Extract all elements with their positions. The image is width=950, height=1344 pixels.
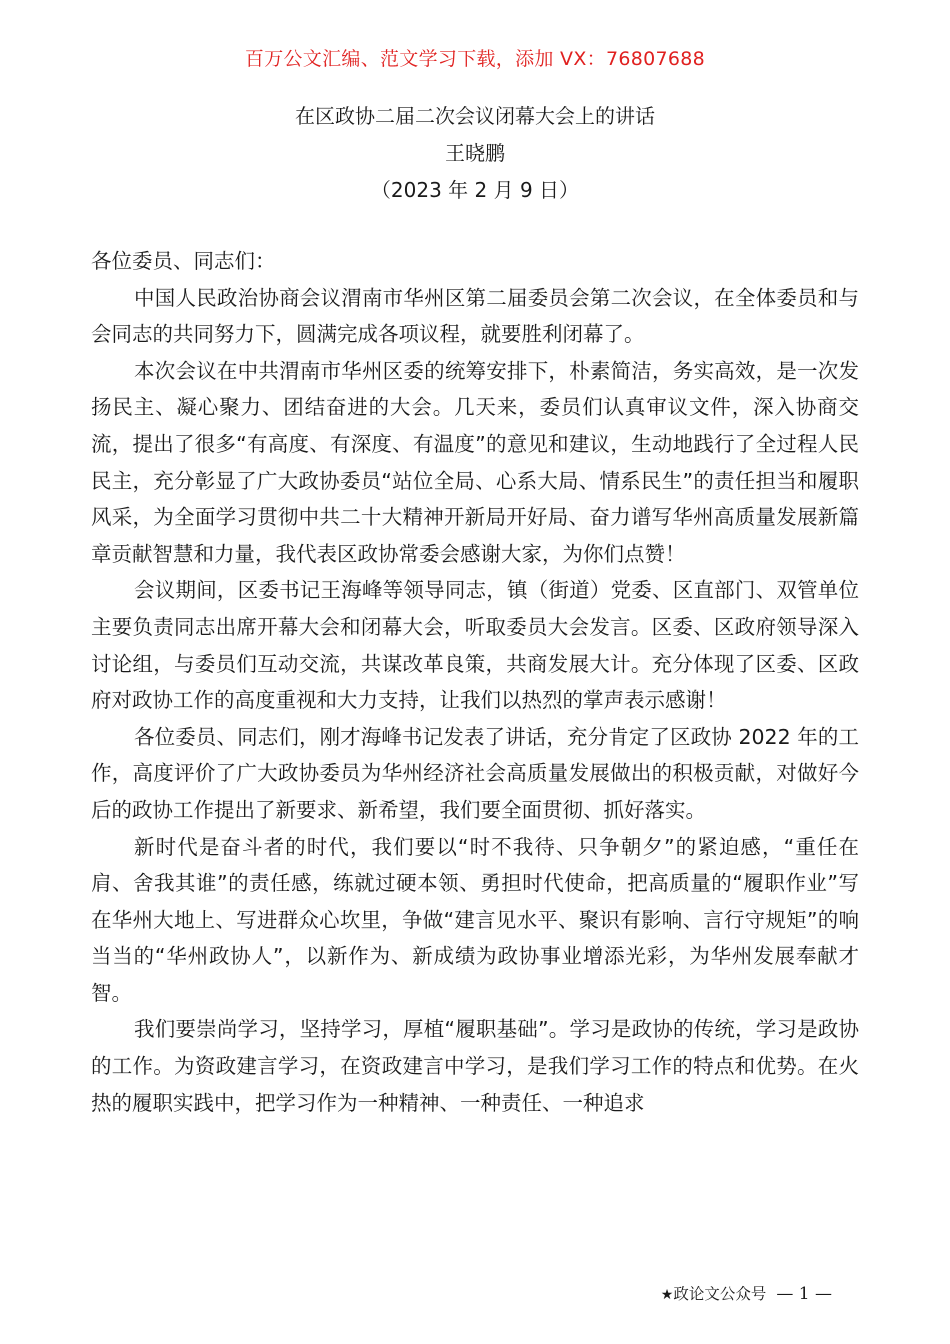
paragraph: 各位委员、同志们，刚才海峰书记发表了讲话，充分肯定了区政协 2022 年的工作，高度评价了广大政协委员为华州经济社会高质量发展做出的积极贡献，对做好今后的政协工作提出了新要求、新希望，我们要全面贯彻、抓好落实。: [91, 724, 859, 822]
body-text: [91, 243, 859, 1121]
paragraph: 会议期间，区委书记王海峰等领导同志，镇（街道）党委、区直部门、双管单位主要负责同志出席开幕大会和闭幕大会，听取委员大会发言。区委、区政府领导深入讨论组，与委员们互动交流，共谋改革良策，共商发展大计。充分体现了区委、区政府对政协工作的高度重视和大力支持，让我们以热烈的掌声表示感谢！: [91, 578, 859, 713]
document-title: 在区政协二届二次会议闭幕大会上的讲话: [295, 104, 655, 128]
author-name: 王晓鹏: [445, 141, 505, 165]
promo-banner: 百万公文汇编、范文学习下载，添加 VX：76807688: [244, 48, 706, 70]
paragraph: 我们要崇尚学习，坚持学习，厚植“履职基础”。学习是政协的传统，学习是政协的工作。为资政建言学习，在资政建言中学习，是我们学习工作的特点和优势。在火热的履职实践中，把学习作为一种精神、一种责任、一种追求: [91, 1017, 859, 1115]
paragraph: 中国人民政治协商会议渭南市华州区第二届委员会第二次会议，在全体委员和与会同志的共同努力下，圆满完成各项议程，就要胜利闭幕了。: [91, 285, 859, 347]
title-block: [0, 98, 950, 209]
page-number: — 1 —: [776, 1284, 832, 1304]
footer-label: 政论文公众号: [673, 1285, 767, 1303]
star-icon: ★: [660, 1287, 674, 1303]
page-footer: [661, 1282, 832, 1307]
speech-date: （2023 年 2 月 9 日）: [370, 178, 580, 202]
paragraph: 新时代是奋斗者的时代，我们要以“时不我待、只争朝夕”的紧迫感，“重任在肩、舍我其谁”的责任感，练就过硬本领、勇担时代使命，把高质量的“履职作业”写在华州大地上、写进群众心坎里，争做“建言见水平、聚识有影响、言行守规矩”的响当当的“华州政协人”，以新作为、新成绩为政协事业增添光彩，为华州发展奉献才智。: [91, 834, 859, 1005]
salutation: 各位委员、同志们：: [91, 249, 276, 273]
paragraph: 本次会议在中共渭南市华州区委的统筹安排下，朴素简洁，务实高效，是一次发扬民主、凝心聚力、团结奋进的大会。几天来，委员们认真审议文件，深入协商交流，提出了很多“有高度、有深度、有温度”的意见和建议，生动地践行了全过程人民民主，充分彰显了广大政协委员“站位全局、心系大局、情系民生”的责任担当和履职风采，为全面学习贯彻中共二十大精神开新局开好局、奋力谱写华州高质量发展新篇章贡献智慧和力量，我代表区政协常委会感谢大家，为你们点赞！: [91, 358, 859, 566]
